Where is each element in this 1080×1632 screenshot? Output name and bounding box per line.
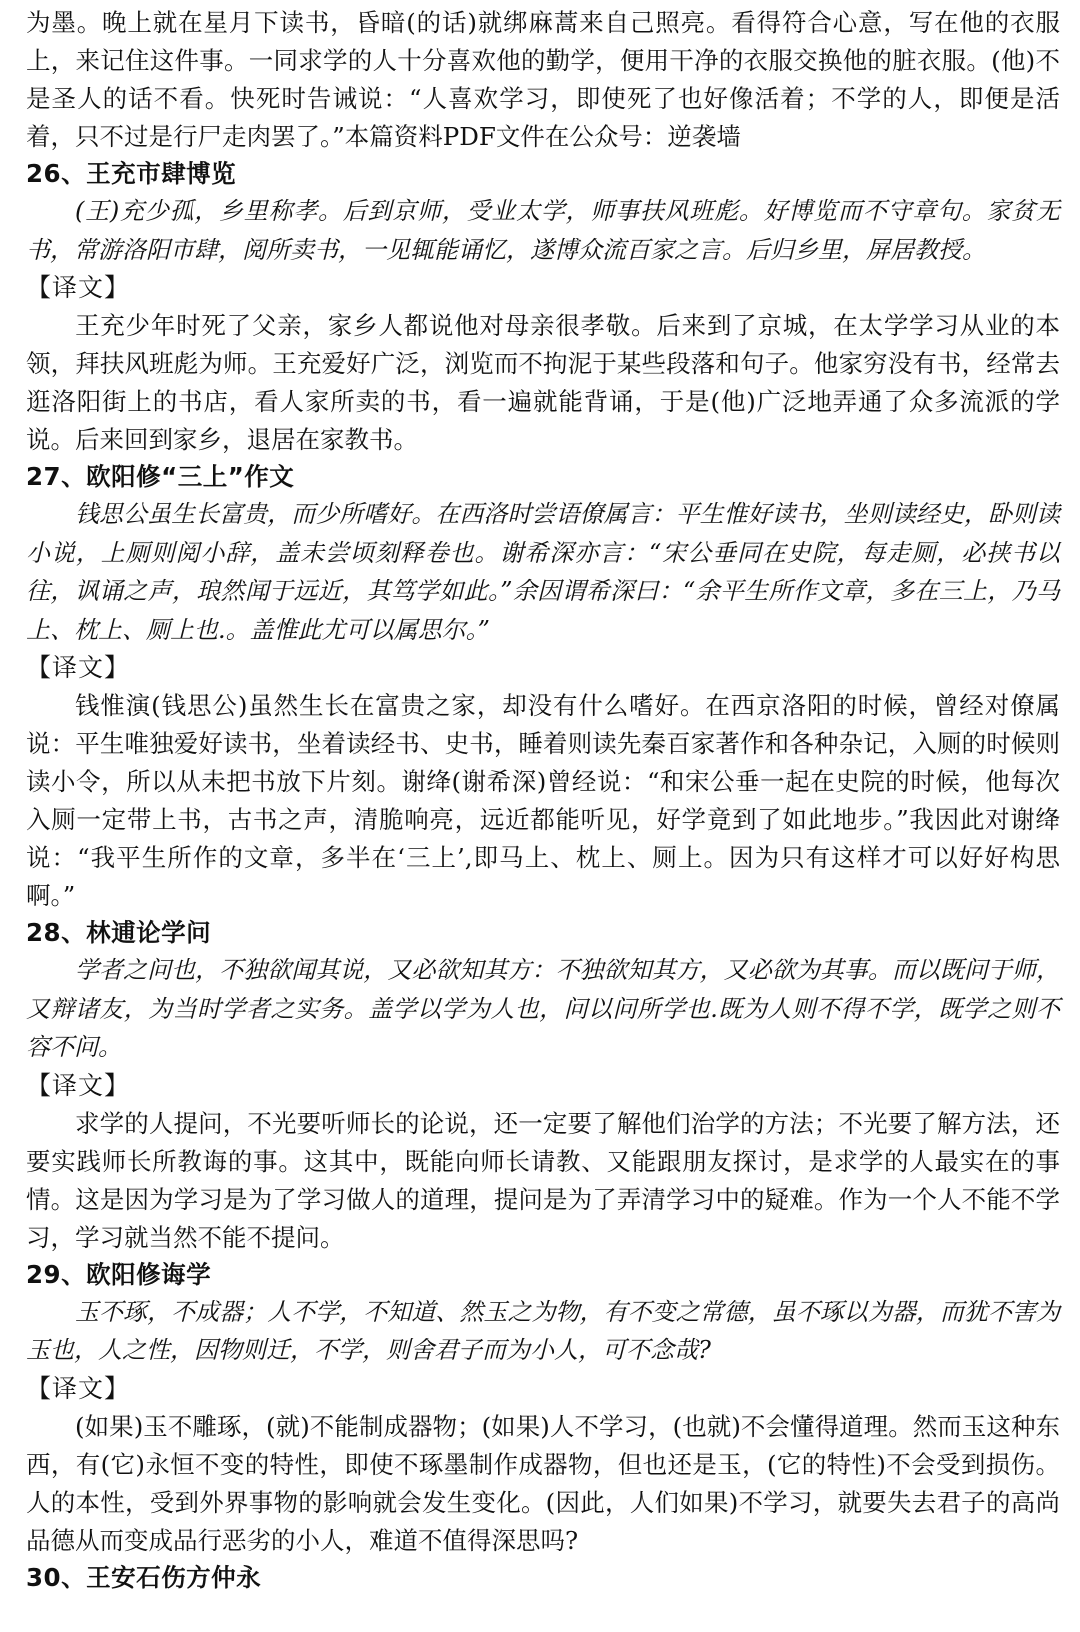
section-title: 27、欧阳修“三上”作文: [26, 462, 295, 491]
section-title: 29、欧阳修诲学: [26, 1259, 212, 1289]
translation-label: 【译文】: [26, 653, 131, 682]
original-text: 玉不琢，不成器；人不学，不知道、然玉之为物，有不变之常德，虽不琢以为器，而犹不害为玉也，人之性，因物则迁，不学，则舍君子而为小人，可不念哉?: [26, 1297, 1060, 1364]
original-text: 钱思公虽生长富贵，而少所嗜好。在西洛时尝语僚属言：平生惟好读书，坐则读经史，卧则读小说，上厕则阅小辞，盖未尝顷刻释卷也。谢希深亦言：“宋公垂同在史院，每走厕，必挟书以往，讽诵之声，琅然闻于远近，其笃学如此。”余因谓希深曰：“余平生所作文章，多在三上，乃马上、枕上、厕上也.。盖惟此尤可以属思尔。”: [26, 500, 1060, 644]
translation-text: 求学的人提问，不光要听师长的论说，还一定要了解他们治学的方法；不光要了解方法，还要实践师长所教诲的事。这其中，既能向师长请教、又能跟朋友探讨，是求学的人最实在的事情。这是因为学习是为了学习做人的道理，提问是为了弄清学习中的疑难。作为一个人不能不学习，学习就当然不能不提问。: [26, 1108, 1060, 1252]
section-27: [26, 459, 1060, 915]
original-text: (王)充少孤，乡里称孝。后到京师，受业太学，师事扶风班彪。好博览而不守章句。家贫无书，常游洛阳市肆，阅所卖书，一见辄能诵忆，遂博众流百家之言。后归乡里，屏居教授。: [26, 197, 1060, 264]
translation-text: 王充少年时死了父亲，家乡人都说他对母亲很孝敬。后来到了京城，在太学学习从业的本领，拜扶风班彪为师。王充爱好广泛，浏览而不拘泥于某些段落和句子。他家穷没有书，经常去逛洛阳街上的书店，看人家所卖的书，看一遍就能背诵，于是(他)广泛地弄通了众多流派的学说。后来回到家乡，退居在家教书。: [26, 311, 1060, 454]
translation-text: 钱惟演(钱思公)虽然生长在富贵之家，却没有什么嗜好。在西京洛阳的时候，曾经对僚属说：平生唯独爱好读书，坐着读经书、史书，睡着则读先秦百家著作和各种杂记，入厕的时候则读小令，所以从未把书放下片刻。谢绛(谢希深)曾经说：“和宋公垂一起在史院的时候，他每次入厕一定带上书，古书之声，清脆响亮，远近都能听见，好学竟到了如此地步。”我因此对谢绛说：“我平生所作的文章，多半在‘三上’,即马上、枕上、厕上。因为只有这样才可以好好构思啊。”: [26, 691, 1060, 910]
original-text: 学者之问也，不独欲闻其说，又必欲知其方：不独欲知其方，又必欲为其事。而以既问于师，又辩诸友，为当时学者之实务。盖学以学为人也，问以问所学也.既为人则不得不学，既学之则不容不问。: [26, 956, 1060, 1061]
section-28: [26, 915, 1060, 1257]
section-title: 28、林逋论学问: [26, 918, 212, 947]
translation-text: (如果)玉不雕琢，(就)不能制成器物；(如果)人不学习，(也就)不会懂得道理。然而玉这种东西，有(它)永恒不变的特性，即使不琢墨制作成器物，但也还是玉，(它的特性)不会受到损伤。人的本性，受到外界事物的影响就会发生变化。(因此，人们如果)不学习，就要失去君子的高尚品德从而变成品行恶劣的小人，难道不值得深思吗?: [26, 1411, 1060, 1555]
section-title: 30、王安石伤方仲永: [26, 1562, 262, 1592]
section-29: [26, 1257, 1060, 1560]
intro-paragraph: 为墨。晚上就在星月下读书，昏暗(的话)就绑麻蒿来自己照亮。看得符合心意，写在他的衣服上，来记住这件事。一同求学的人十分喜欢他的勤学，便用干净的衣服交换他的脏衣服。(他)不是圣人的话不看。快死时告诫说：“人喜欢学习，即使死了也好像活着；不学的人，即便是活着，只不过是行尸走肉罢了。”本篇资料PDF文件在公众号：逆袭墙: [26, 8, 1060, 151]
section-26: [26, 156, 1060, 459]
translation-label: 【译文】: [26, 273, 131, 302]
section-title: 26、王充市肆博览: [26, 159, 237, 188]
translation-label: 【译文】: [26, 1373, 131, 1403]
section-30: [26, 1560, 1060, 1596]
translation-label: 【译文】: [26, 1070, 131, 1100]
